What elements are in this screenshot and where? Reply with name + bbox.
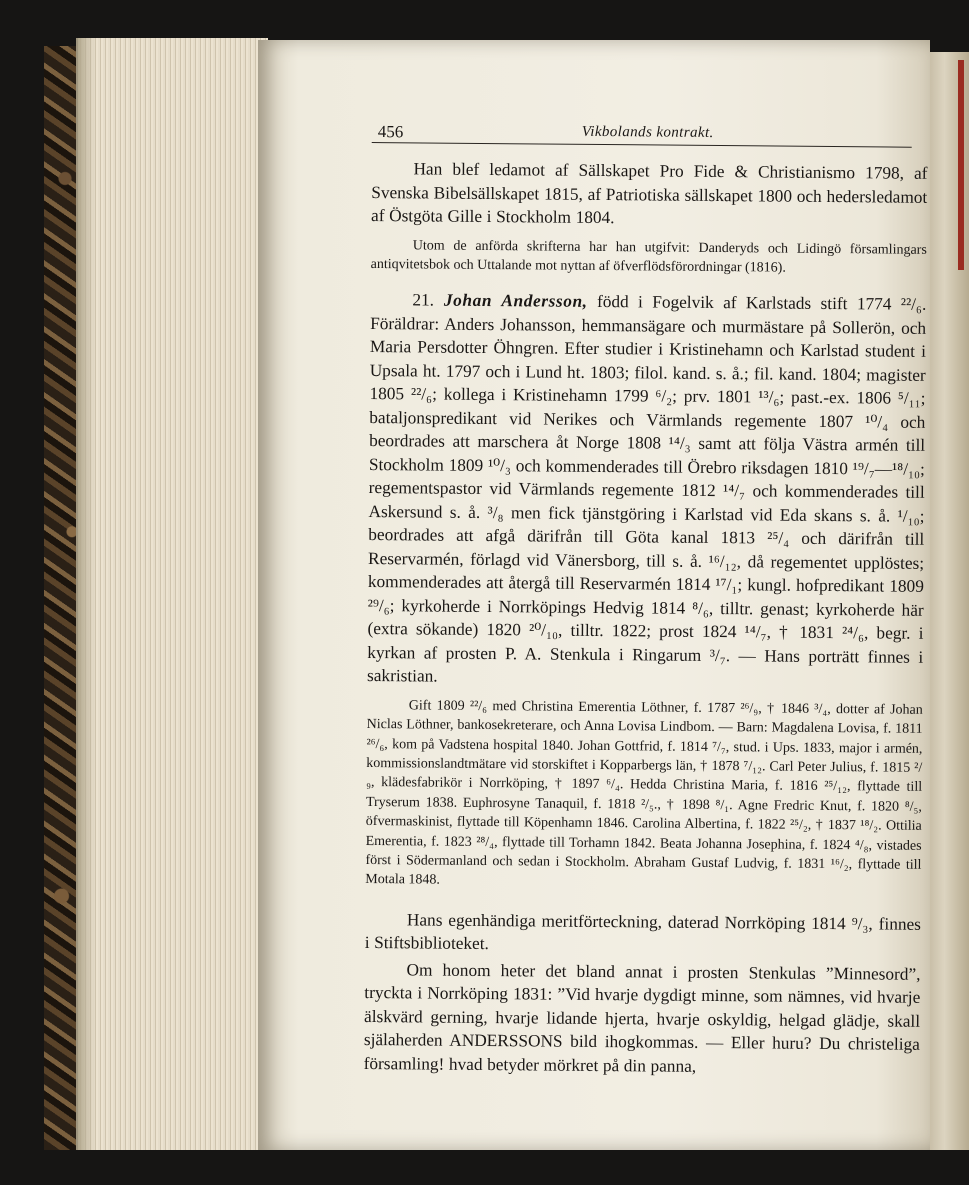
memorial-paragraph: Om honom heter det bland annat i prosten Stenkulas ”Minnesord”, tryckta i Norrköping 1831: ”Vid hvarje dygdigt minne, som nämnes, vid hvarje älskvärd gerning, hvarje lidande hjerta, hvarje oskyldig, helgad glädje, skall själaherden ANDERSSONS bild ihogkommas. — Eller huru? Du christeliga församling! hvad betyder mörkret på din panna, — [363, 960, 921, 1076]
red-bookmark — [958, 60, 964, 270]
family-note: Gift 1809 ²²/₆ med Christina Emerentia Löthner, f. 1787 ²⁶/₉, † 1846 ³/₄, dotter af Johan Niclas Löthner, bankosekreterare, och Anna Lovisa Lindbom. — Barn: Magdalena Lovisa, f. 1811 ²⁶/₆, kom på Vadstena hospital 1840. Johan Gottfrid, f. 1814 ⁷/₇, stud. i Ups. 1833, major i armén, kommissionslandtmätare vid storskiftet i Kopparbergs län, † 1878 ⁷/₁₂. Carl Peter Julius, f. 1815 ²/₉, klädesfabrikör i Norrköping, † 1897 ⁶/₄. Hedda Christina Maria, f. 1816 ²⁵/₁₂, flyttade till Tryserum 1838. Euphrosyne Tanaquil, f. 1818 ²/₅., † 1898 ⁸/₁. Agne Fredric Knut, f. 1820 ⁸/₅, öfvermaskinist, flyttade till Köpenhamn 1846. Carolina Albertina, f. 1822 ²⁵/₂, † 1837 ¹⁸/₂. Ottilia Emerentia, f. 1823 ²⁸/₄, flyttade till Torhamn 1842. Beata Johanna Josephina, f. 1824 ⁴/₈, vistades först i Södermanland och sedan i Stockholm. Abraham Gustaf Ludvig, f. 1831 ¹⁶/₂, flyttade till Motala 1848. — [365, 698, 923, 889]
entry-name: Johan Andersson, — [443, 290, 588, 312]
writings-note: Utom de anförda skrifterna har han utgifvit: Danderyds och Lidingö församlingars antiqvitetsbok och Uttalande mot nyttan af öfverflödsförordningar (1816). — [370, 237, 927, 276]
running-head — [372, 112, 912, 148]
page-stack-edges — [76, 38, 268, 1150]
biography-entry — [367, 288, 926, 692]
page-text-block — [363, 112, 928, 1157]
page-number: 456 — [377, 122, 404, 142]
merit-list-paragraph: Hans egenhändiga meritförteckning, daterad Norrköping 1814 ⁹/₃, finnes i Stiftsbiblioteket. — [364, 910, 922, 954]
entry-text: född i Fogelvik af Karlstads stift 1774 ²²/₆. Föräldrar: Anders Johansson, hemmansägare och murmästare på Sollerön, och Maria Persdotter Öhngren. Efter studier i Kristinehamn och Karlstad student i Upsala ht. 1797 och i Lund ht. 1803; filol. kand. s. å.; fil. kand. 1804; magister 1805 ²²/₆; kollega i Kristinehamn 1799 ⁶/₂; prv. 1801 ¹³/₆; past.-ex. 1806 ⁵/₁₁; bataljonspredikant vid Nerikes och Värmlands regemente 1807 ¹⁰/₄ och beordrades att marschera åt Norge 1808 ¹⁴/₃ samt att följa Västra armén till Stockholm 1809 ¹⁰/₃ och kommenderades till Örebro riksdagen 1810 ¹⁹/₇—¹⁸/₁₀; regementspastor vid Värmlands regemente 1812 ¹⁴/₇ och kommenderades till Askersund s. å. ³/₈ men fick tjänstgöring i Karlstad vid Eda skans s. å. ¹/₁₀; beordrades att afgå därifrån till Göta kanal 1813 ²⁵/₄ och därifrån till Reservarmén, förlagd vid Vänersborg, till s. å. ¹⁶/₁₂, då regementet upplöstes; kommenderades att återgå till Reservarmén 1814 ¹⁷/₁; kungl. hofpredikant 1809 ²⁹/₆; kyrkoherde i Norrköpings Hedvig 1814 ⁸/₆, tilltr. genast; kyrkoherde här (extra sökande) 1820 ²⁰/₁₀, tilltr. 1822; prost 1824 ¹⁴/₇, † 1831 ²⁴/₆, begr. i kyrkan af prosten P. A. Stenkula i Ringarum ³/₇. — Hans porträtt finnes i sakristian. — [366, 292, 927, 686]
membership-paragraph: Han blef ledamot af Sällskapet Pro Fide & Christianismo 1798, af Svenska Bibelsällskapet 1815, af Patriotiska sällskapet 1800 och hedersledamot af Östgöta Gille i Stockholm 1804. — [371, 159, 928, 228]
entry-number: 21. — [412, 290, 435, 310]
running-head-title: Vikbolands kontrakt. — [581, 123, 714, 141]
